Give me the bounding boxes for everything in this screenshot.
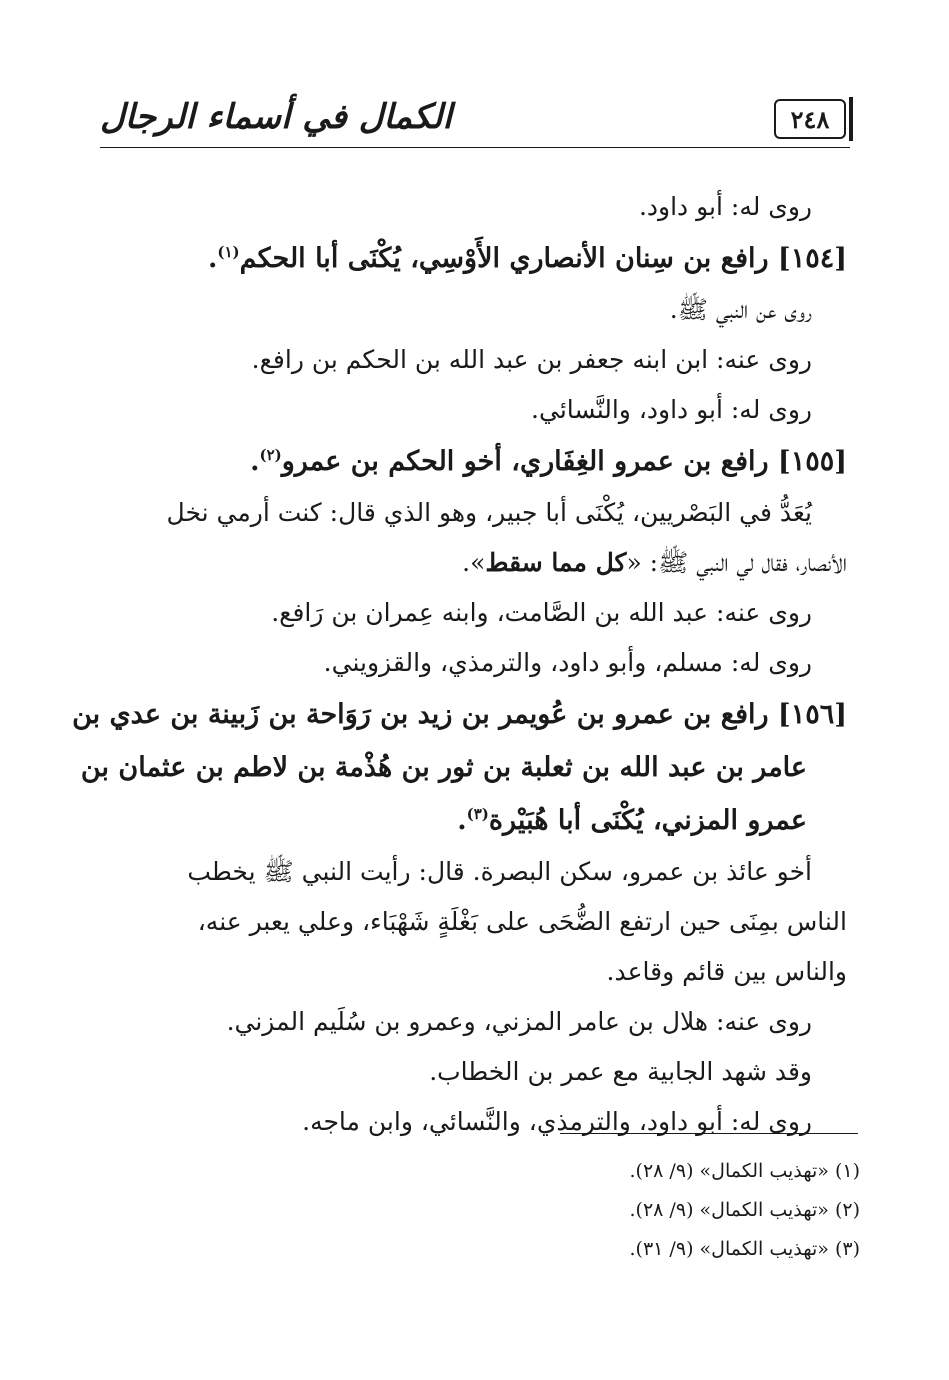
entry-heading-text: عمرو المزني، يُكْنَى أبا هُبَيْرة (488, 805, 807, 836)
page-header (100, 95, 850, 155)
footnote-rule (560, 1133, 858, 1134)
footnote-3: (٣) «تهذيب الكمال» (٩/ ٣١). (629, 1238, 860, 1260)
text-line: روى له: مسلم، وأبو داود، والترمذي، والقزويني. (323, 648, 812, 677)
text-segment: ». (462, 548, 486, 577)
text-line: روى له: أبو داود، والترمذي، والنَّسائي، وابن ماجه. (302, 1107, 812, 1136)
text-line: روى عنه: عبد الله بن الصَّامت، وابنه عِمران بن رَافع. (271, 598, 812, 627)
text-line: وقد شهد الجابية مع عمر بن الخطاب. (429, 1057, 812, 1086)
footnotes (500, 1153, 860, 1270)
entry-heading-text: [١٥٤] رافع بن سِنان الأنصاري الأَوْسِي، يُكْنَى أبا الحكم (239, 243, 847, 274)
text-line: روى عنه: هلال بن عامر المزني، وعمرو بن سُلَيم المزني. (226, 1007, 812, 1036)
page-body (72, 182, 847, 1147)
text-line: روى عن النبي ﷺ. (669, 295, 812, 324)
header-rule (100, 147, 850, 148)
text-line: والناس بين قائم وقاعد. (606, 957, 847, 986)
text-line (105, 538, 847, 588)
text-line: الناس بمِنَى حين ارتفع الضُّحَى على بَغْلَةٍ شَهْبَاء، وعلي يعبر عنه، (197, 907, 847, 936)
entry-heading-154: [١٥٤] رافع بن سِنان الأنصاري الأَوْسِي، يُكْنَى أبا الحكم$^{(١)}$. (207, 243, 847, 274)
footnote-ref-3: (٣) (466, 805, 489, 823)
text-line: أخو عائذ بن عمرو، سكن البصرة. قال: رأيت النبي ﷺ يخطب (187, 857, 812, 886)
text-line: روى له: أبو داود، والنَّسائي. (531, 395, 812, 424)
entry-heading-cont: عمرو المزني، يُكْنَى أبا هُبَيْرة$^{(٣)}$. (457, 805, 807, 836)
entry-heading-cont: عامر بن عبد الله بن ثعلبة بن ثور بن هُذْمة بن لاطم بن عثمان بن (80, 752, 807, 783)
entry-heading-text: [١٥٥] رافع بن عمرو الغِفَاري، أخو الحكم بن عمرو (281, 446, 847, 477)
footnote-ref-1: (١) (217, 243, 240, 261)
book-title: الكمال في أسماء الرجال (100, 97, 452, 137)
footnote-2: (٢) «تهذيب الكمال» (٩/ ٢٨). (629, 1199, 860, 1221)
hadith-quote: كل مما سقط (485, 548, 627, 577)
footnote-ref-2: (٢) (259, 446, 282, 464)
entry-heading-156: [١٥٦] رافع بن عمرو بن عُويمر بن زيد بن رَوَاحة بن زَبينة بن عدي بن (72, 699, 847, 730)
text-line: روى عنه: ابن ابنه جعفر بن عبد الله بن الحكم بن رافع. (251, 345, 812, 374)
footnote-1: (١) «تهذيب الكمال» (٩/ ٢٨). (629, 1160, 860, 1182)
text-line: يُعَدُّ في البَصْريين، يُكْنَى أبا جبير، وهو الذي قال: كنت أرمي نخل (166, 498, 812, 527)
page-number: ٢٤٨ (774, 99, 846, 139)
entry-heading-155: [١٥٥] رافع بن عمرو الغِفَاري، أخو الحكم بن عمرو$^{(٢)}$. (250, 446, 847, 477)
text-segment: الأنصار، فقال لي النبي ﷺ: « (626, 548, 847, 577)
text-line: روى له: أبو داود. (638, 192, 812, 221)
